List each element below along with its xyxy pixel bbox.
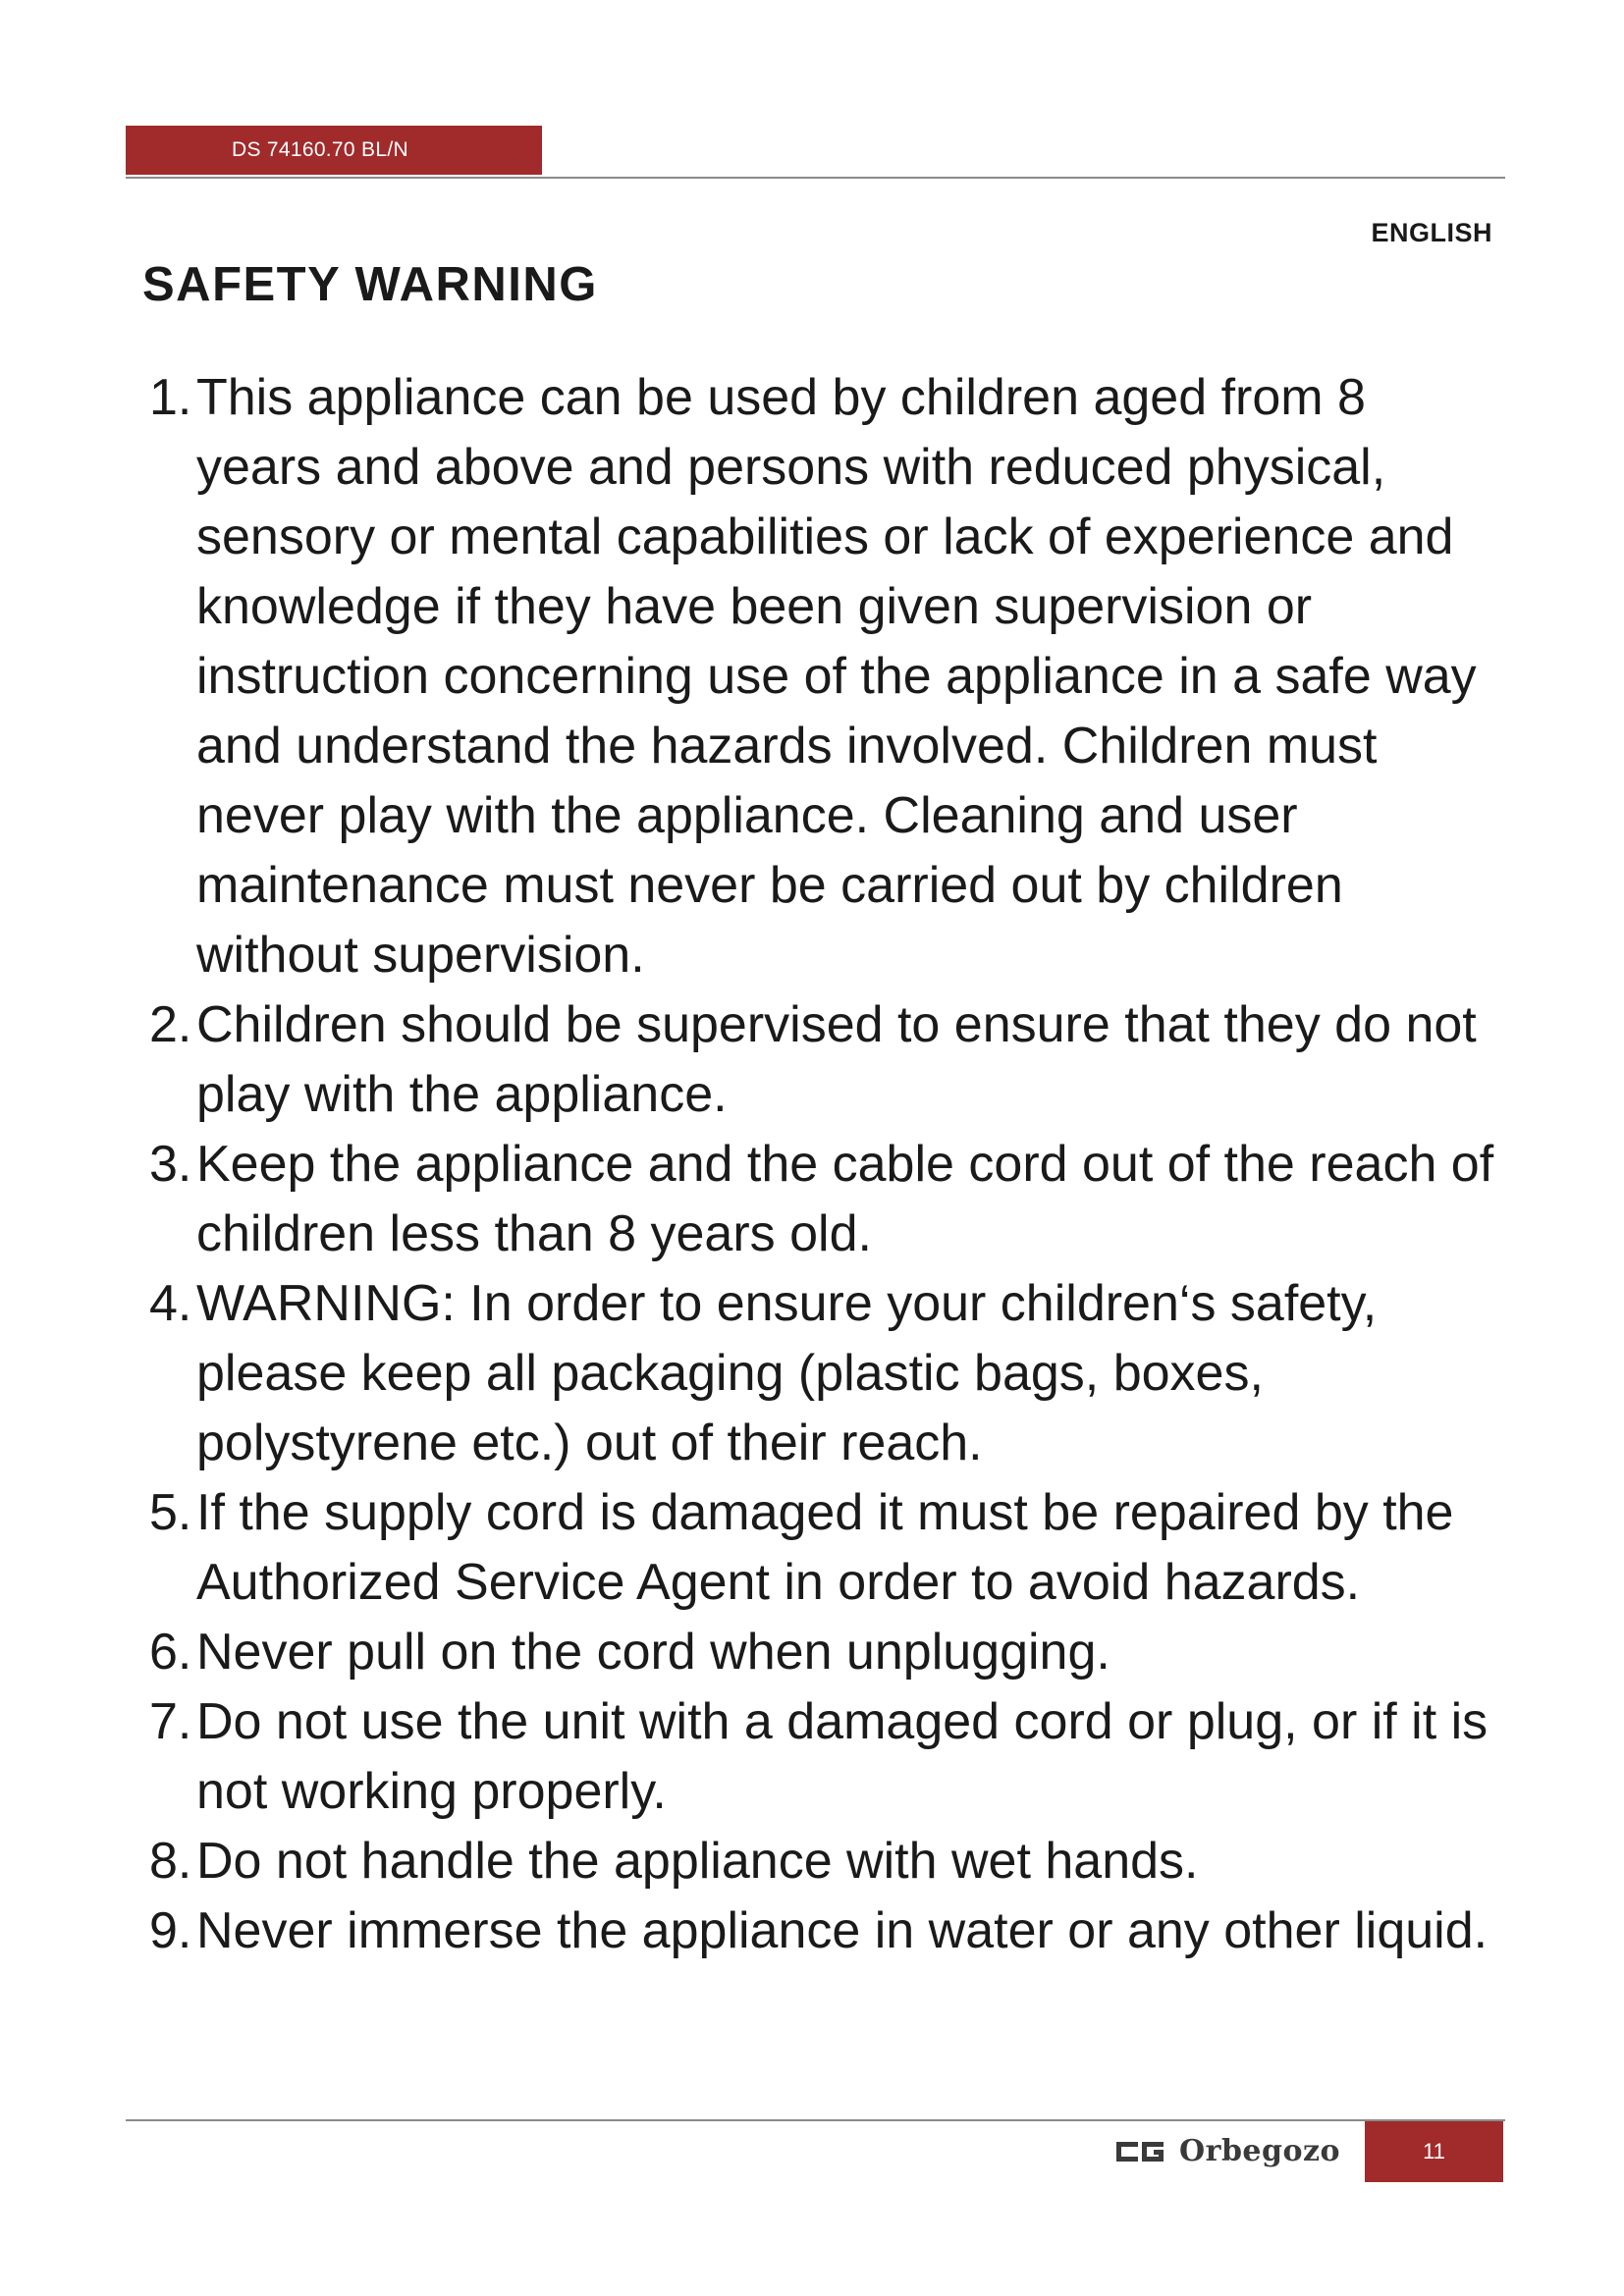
page-number (1365, 2121, 1503, 2182)
brand-logo (1114, 2132, 1350, 2171)
item-number: 9. (149, 1902, 192, 1959)
item-text: WARNING: In order to ensure your children‘s safety, please keep all packaging (plastic bags, boxes, polystyrene etc.) out of their reach. (196, 1275, 1378, 1471)
list-item (149, 1269, 1504, 1478)
footer-divider (126, 2119, 1505, 2121)
item-number: 5. (149, 1484, 192, 1541)
list-item (149, 1827, 1504, 1896)
list-item (149, 1618, 1504, 1687)
brand-name: Orbegozo (1179, 2134, 1341, 2168)
item-number: 2. (149, 996, 192, 1053)
list-item (149, 1687, 1504, 1827)
item-text: Never pull on the cord when unplugging. (196, 1624, 1110, 1681)
item-text: If the supply cord is damaged it must be repaired by the Authorized Service Agent in order to avoid hazards. (196, 1484, 1454, 1611)
safety-warning-list (149, 363, 1504, 1966)
item-text: Children should be supervised to ensure that they do not play with the appliance. (196, 996, 1477, 1123)
item-number: 4. (149, 1275, 192, 1332)
page-title: SAFETY WARNING (142, 258, 598, 311)
brand-mark-icon (1114, 2136, 1165, 2167)
item-text: Do not handle the appliance with wet hands. (196, 1833, 1199, 1890)
item-number: 3. (149, 1136, 192, 1193)
language-label: ENGLISH (1371, 218, 1492, 247)
item-text: Never immerse the appliance in water or any other liquid. (196, 1902, 1489, 1959)
model-number-tab (126, 126, 542, 175)
item-number: 6. (149, 1624, 192, 1681)
list-item (149, 1896, 1504, 1966)
list-item (149, 990, 1504, 1130)
list-item (149, 1130, 1504, 1269)
model-number: DS 74160.70 BL/N (232, 138, 408, 161)
header-divider (126, 177, 1505, 179)
item-number: 8. (149, 1833, 192, 1890)
page-number-value: 11 (1423, 2139, 1445, 2163)
item-number: 1. (149, 369, 192, 426)
item-number: 7. (149, 1693, 192, 1750)
list-item (149, 1478, 1504, 1618)
item-text: Do not use the unit with a damaged cord or plug, or if it is not working properly. (196, 1693, 1489, 1820)
list-item (149, 363, 1504, 990)
item-text: Keep the appliance and the cable cord out of the reach of children less than 8 years old. (196, 1136, 1494, 1262)
item-text: This appliance can be used by children aged from 8 years and above and persons with reduced physical, sensory or mental capabilities or lack of experience and knowledge if they have been given supervision or instruction concerning use of the appliance in a safe way and understand the hazards involved. Children must never play with the appliance. Cleaning and user maintenance must never be carried out by children without supervision. (196, 369, 1477, 984)
